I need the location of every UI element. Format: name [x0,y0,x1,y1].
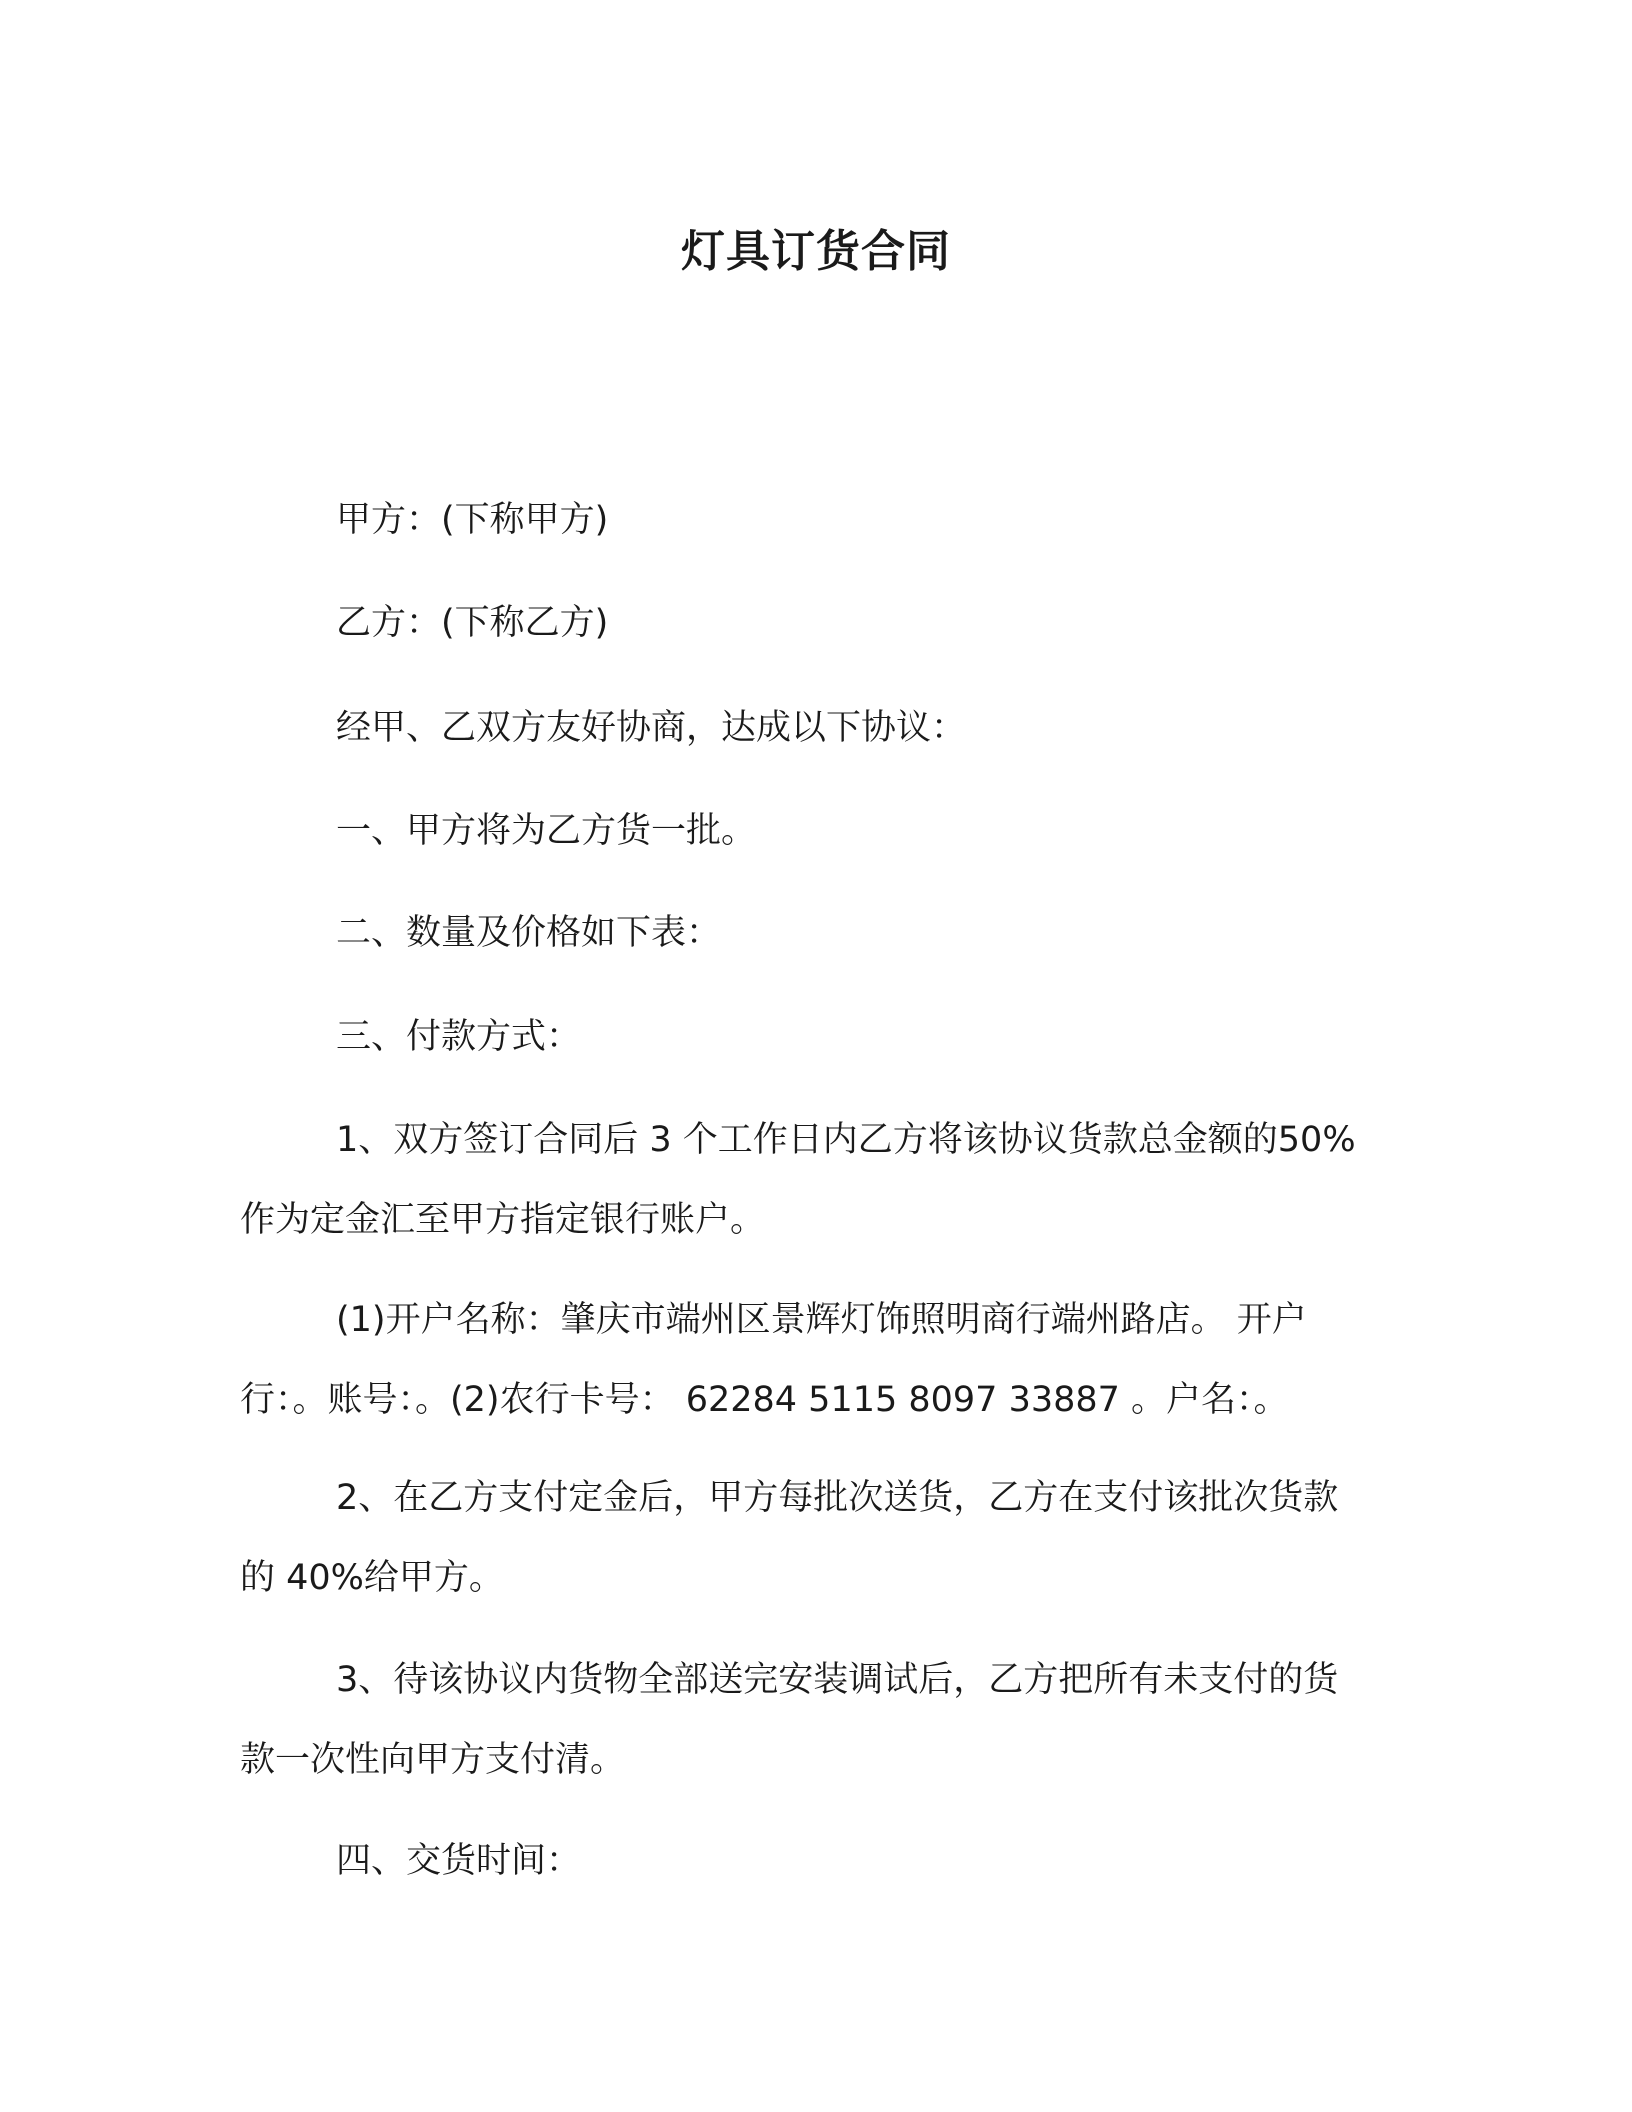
clause-4-line: 四、交货时间： [336,1841,582,1881]
payment-1-paragraph: 1、双方签订合同后 3 个工作日内乙方将该协议货款总金额的50%作为定金汇至甲方指定银行账户。 [240,1120,1356,1240]
party-a-line: 甲方：(下称甲方) [336,500,609,540]
clause-1-line: 一、甲方将为乙方货一批。 [336,811,757,851]
document-title: 灯具订货合同 [681,226,951,277]
account-info-paragraph: (1)开户名称：肇庆市端州区景辉灯饰照明商行端州路店。 开户行：。账号：。(2)农行卡号： 62284 5115 8097 33887 。户名：。 [240,1300,1307,1420]
party-b-line: 乙方：(下称乙方) [336,603,609,643]
intro-line: 经甲、乙双方友好协商，达成以下协议： [336,708,967,748]
payment-3-paragraph: 3、待该协议内货物全部送完安装调试后，乙方把所有未支付的货款一次性向甲方支付清。 [240,1660,1339,1780]
payment-2-paragraph: 2、在乙方支付定金后，甲方每批次送货，乙方在支付该批次货款的 40%给甲方。 [240,1478,1339,1598]
clause-3-line: 三、付款方式： [336,1017,582,1057]
clause-2-line: 二、数量及价格如下表： [336,913,722,953]
